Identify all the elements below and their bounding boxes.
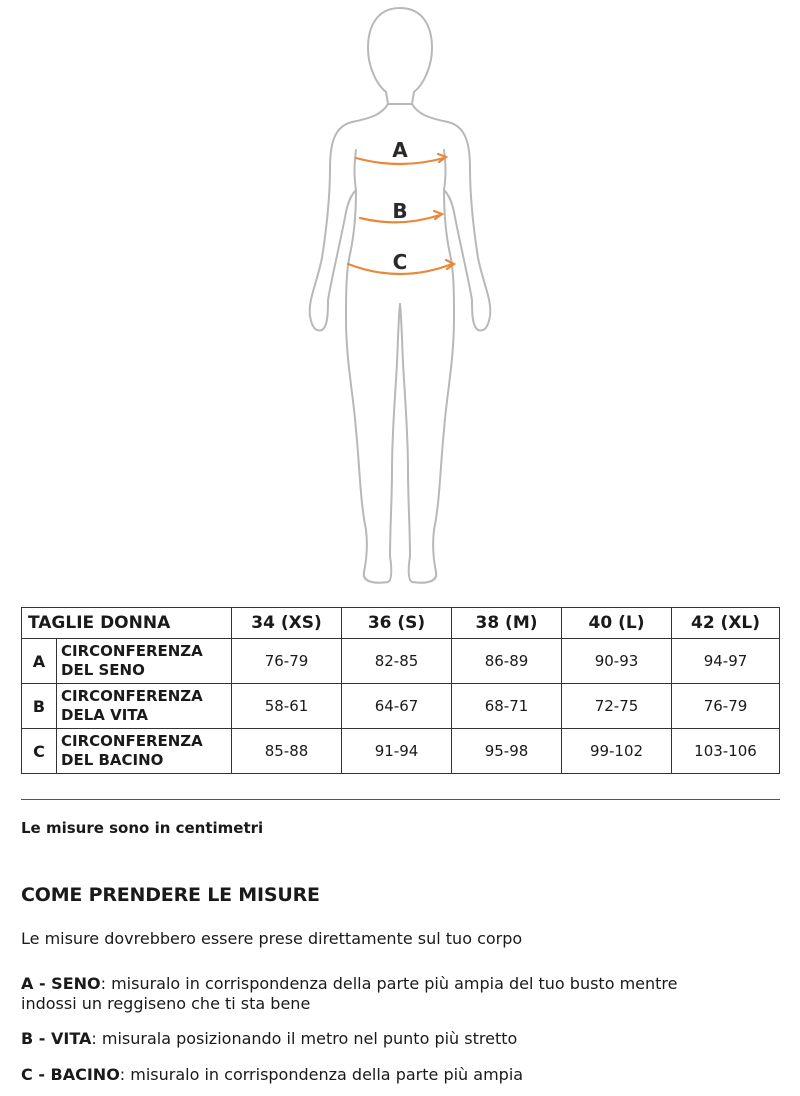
row-letter: A bbox=[22, 639, 57, 684]
size-header-xl: 42 (XL) bbox=[672, 608, 780, 639]
table-cell: 85-88 bbox=[232, 729, 342, 774]
size-header-s: 36 (S) bbox=[342, 608, 452, 639]
units-note: Le misure sono in centimetri bbox=[21, 819, 264, 837]
size-header-m: 38 (M) bbox=[452, 608, 562, 639]
how-to-text: : misuralo in corrispondenza della parte più ampia del tuo busto mentre bbox=[100, 974, 678, 993]
table-cell: 64-67 bbox=[342, 684, 452, 729]
label-a: A bbox=[392, 138, 408, 162]
table-cell: 86-89 bbox=[452, 639, 562, 684]
table-row-bust bbox=[22, 639, 780, 684]
how-to-key: C - BACINO bbox=[21, 1065, 120, 1084]
row-label-line2: DEL SENO bbox=[61, 661, 145, 679]
table-cell: 99-102 bbox=[562, 729, 672, 774]
how-to-item-bust bbox=[21, 974, 781, 1014]
how-to-intro: Le misure dovrebbero essere prese direttamente sul tuo corpo bbox=[21, 929, 523, 948]
how-to-text: : misuralo in corrispondenza della parte più ampia bbox=[119, 1065, 524, 1084]
table-row-waist bbox=[22, 684, 780, 729]
row-label bbox=[57, 684, 232, 729]
table-cell: 76-79 bbox=[672, 684, 780, 729]
table-cell: 72-75 bbox=[562, 684, 672, 729]
row-label-line1: CIRCONFERENZA bbox=[61, 642, 203, 660]
row-label-line1: CIRCONFERENZA bbox=[61, 732, 203, 750]
table-cell: 94-97 bbox=[672, 639, 780, 684]
size-header-l: 40 (L) bbox=[562, 608, 672, 639]
label-b: B bbox=[392, 199, 408, 223]
size-header-xs: 34 (XS) bbox=[232, 608, 342, 639]
row-label-line1: CIRCONFERENZA bbox=[61, 687, 203, 705]
how-to-item-hips bbox=[21, 1065, 781, 1085]
silhouette-outline bbox=[310, 8, 491, 583]
row-label bbox=[57, 639, 232, 684]
how-to-item-waist bbox=[21, 1029, 781, 1049]
how-to-key: A - SENO bbox=[21, 974, 101, 993]
label-c: C bbox=[392, 250, 408, 274]
how-to-text: : misurala posizionando il metro nel punto più stretto bbox=[91, 1029, 518, 1048]
table-cell: 76-79 bbox=[232, 639, 342, 684]
table-row-hips bbox=[22, 729, 780, 774]
table-cell: 91-94 bbox=[342, 729, 452, 774]
table-cell: 95-98 bbox=[452, 729, 562, 774]
row-letter: B bbox=[22, 684, 57, 729]
table-cell: 58-61 bbox=[232, 684, 342, 729]
table-header-row bbox=[22, 608, 780, 639]
table-cell: 82-85 bbox=[342, 639, 452, 684]
row-label-line2: DELA VITA bbox=[61, 706, 148, 724]
row-label bbox=[57, 729, 232, 774]
how-to-key: B - VITA bbox=[21, 1029, 92, 1048]
table-title: TAGLIE DONNA bbox=[22, 608, 232, 639]
how-to-text-cont: indossi un reggiseno che ti sta bene bbox=[21, 994, 311, 1013]
how-to-title: COME PRENDERE LE MISURE bbox=[21, 884, 320, 906]
table-cell: 103-106 bbox=[672, 729, 780, 774]
table-cell: 68-71 bbox=[452, 684, 562, 729]
size-chart-table bbox=[21, 607, 780, 774]
section-divider bbox=[21, 799, 780, 800]
row-label-line2: DEL BACINO bbox=[61, 751, 164, 769]
row-letter: C bbox=[22, 729, 57, 774]
table-cell: 90-93 bbox=[562, 639, 672, 684]
